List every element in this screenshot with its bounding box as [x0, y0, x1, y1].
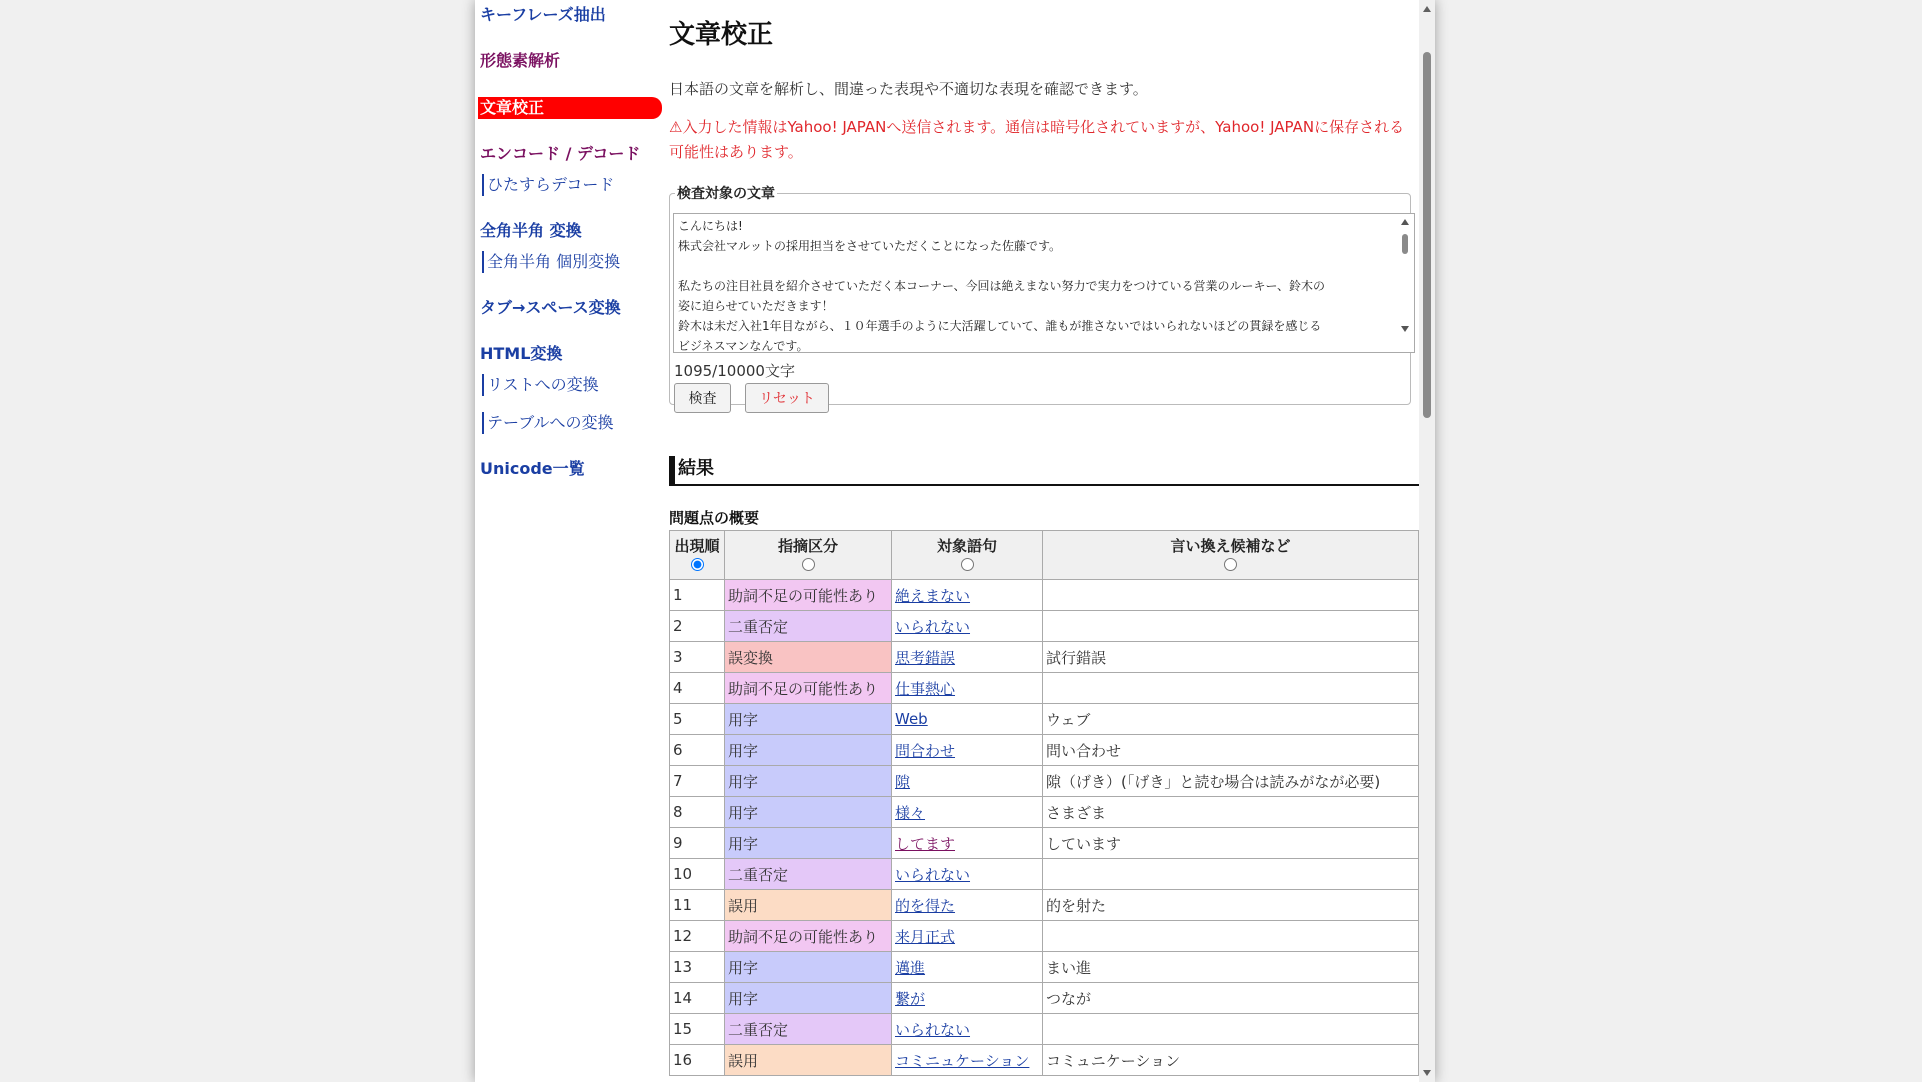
header-word [892, 531, 1043, 580]
table-row [670, 952, 1419, 983]
row-word-cell [892, 611, 1043, 642]
row-order: 15 [670, 1014, 725, 1045]
sort-suggestion-radio[interactable] [1224, 558, 1237, 571]
row-suggestion: さまざま [1043, 797, 1419, 828]
row-category: 用字 [725, 797, 892, 828]
scroll-up-icon[interactable] [1401, 219, 1409, 225]
inspect-button[interactable]: 検査 [674, 383, 731, 413]
page-container [475, 0, 1435, 1082]
textarea-scrollbar[interactable] [1398, 216, 1412, 352]
table-row [670, 611, 1419, 642]
row-category: 誤用 [725, 890, 892, 921]
row-suggestion: まい進 [1043, 952, 1419, 983]
row-category: 二重否定 [725, 611, 892, 642]
char-count: 1095/10000文字 [674, 362, 795, 380]
row-order: 1 [670, 580, 725, 611]
table-row [670, 766, 1419, 797]
row-word-cell [892, 704, 1043, 735]
header-suggestion [1043, 531, 1419, 580]
row-word-link[interactable]: いられない [895, 617, 971, 636]
sidebar-item-11[interactable]: Unicode一覧 [480, 459, 585, 478]
row-category: 二重否定 [725, 859, 892, 890]
row-suggestion: 隙（げき）(「げき」と読む場合は読みがなが必要) [1043, 766, 1419, 797]
row-word-cell [892, 921, 1043, 952]
scroll-down-icon[interactable] [1401, 326, 1409, 332]
row-suggestion: 試行錯誤 [1043, 642, 1419, 673]
table-row [670, 735, 1419, 766]
row-order: 13 [670, 952, 725, 983]
page-scroll-thumb[interactable] [1423, 52, 1431, 418]
row-order: 9 [670, 828, 725, 859]
row-order: 4 [670, 673, 725, 704]
row-category: 用字 [725, 952, 892, 983]
textarea-line: 姿に迫らせていただきます！ [678, 299, 834, 313]
row-suggestion [1043, 921, 1419, 952]
table-row [670, 580, 1419, 611]
row-word-link[interactable]: 様々 [895, 803, 926, 822]
table-row [670, 983, 1419, 1014]
row-word-link[interactable]: 隙 [895, 772, 911, 791]
row-word-link[interactable]: 繋が [895, 989, 926, 1008]
sidebar-item-9[interactable]: リストへの変換 [482, 374, 599, 396]
form-legend: 検査対象の文章 [677, 186, 775, 202]
row-suggestion [1043, 580, 1419, 611]
row-word-link[interactable]: いられない [895, 1020, 971, 1039]
row-suggestion: コミュニケーション [1043, 1045, 1419, 1076]
row-category: 用字 [725, 983, 892, 1014]
table-row [670, 1045, 1419, 1076]
row-suggestion: ウェブ [1043, 704, 1419, 735]
check-form [669, 183, 1411, 405]
row-suggestion: 的を射た [1043, 890, 1419, 921]
page-scroll-up-icon[interactable] [1423, 6, 1431, 12]
row-category: 助詞不足の可能性あり [725, 921, 892, 952]
sidebar-item-0[interactable]: キーフレーズ抽出 [480, 5, 606, 24]
table-row [670, 673, 1419, 704]
header-category [725, 531, 892, 580]
page-scroll-down-icon[interactable] [1423, 1070, 1431, 1076]
row-word-cell [892, 983, 1043, 1014]
summary-title: 問題点の概要 [669, 509, 760, 527]
row-word-cell [892, 890, 1043, 921]
table-row [670, 642, 1419, 673]
row-order: 12 [670, 921, 725, 952]
row-word-cell [892, 797, 1043, 828]
header-label: 指摘区分 [777, 537, 838, 555]
sort-category-radio[interactable] [802, 558, 815, 571]
reset-button[interactable]: リセット [745, 383, 829, 413]
row-word-cell [892, 580, 1043, 611]
row-word-cell [892, 1045, 1043, 1076]
row-word-link[interactable]: いられない [895, 865, 971, 884]
header-order [670, 531, 725, 580]
sidebar-item-5[interactable]: 全角半角 変換 [480, 221, 582, 240]
sidebar-item-3[interactable]: エンコード / デコード [480, 144, 641, 163]
sidebar-item-4[interactable]: ひたすらデコード [482, 174, 614, 196]
row-word-link[interactable]: 的を得た [895, 896, 956, 915]
row-word-cell [892, 952, 1043, 983]
textarea-scroll-thumb[interactable] [1402, 234, 1408, 254]
target-text-input[interactable] [673, 213, 1415, 353]
table-row [670, 797, 1419, 828]
page-scrollbar[interactable] [1419, 0, 1435, 1082]
table-header-row [670, 531, 1419, 580]
row-category: 助詞不足の可能性あり [725, 673, 892, 704]
page-title: 文章校正 [669, 20, 774, 50]
table-row [670, 704, 1419, 735]
row-category: 誤用 [725, 1045, 892, 1076]
textarea-line: 私たちの注目社員を紹介させていただく本コーナー、今回は絶えまない努力で実力をつけている営業のルーキー、鈴木の [678, 279, 1326, 293]
textarea-line: ビジネスマンなんです。 [678, 339, 809, 353]
table-row [670, 1014, 1419, 1045]
row-order: 5 [670, 704, 725, 735]
sidebar-item-6[interactable]: 全角半角 個別変換 [482, 251, 620, 273]
row-suggestion: つなが [1043, 983, 1419, 1014]
row-order: 14 [670, 983, 725, 1014]
row-suggestion: 問い合わせ [1043, 735, 1419, 766]
sidebar-item-2[interactable]: 文章校正 [478, 97, 662, 119]
row-word-link[interactable]: コミニュケーション [895, 1051, 1030, 1070]
row-word-cell [892, 1014, 1043, 1045]
row-word-cell [892, 859, 1043, 890]
row-category: 用字 [725, 704, 892, 735]
row-category: 誤変換 [725, 642, 892, 673]
header-label: 出現順 [674, 537, 720, 555]
row-order: 8 [670, 797, 725, 828]
row-order: 7 [670, 766, 725, 797]
intro-text: 日本語の文章を解析し、間違った表現や不適切な表現を確認できます。 [669, 80, 1148, 98]
textarea-line [678, 256, 1392, 276]
textarea-line: こんにちは! [678, 219, 743, 233]
sidebar-item-10[interactable]: テーブルへの変換 [482, 412, 614, 434]
row-suggestion [1043, 673, 1419, 704]
row-order: 10 [670, 859, 725, 890]
table-row [670, 921, 1419, 952]
row-suggestion [1043, 859, 1419, 890]
sidebar-item-1[interactable]: 形態素解析 [480, 51, 561, 70]
row-category: 用字 [725, 735, 892, 766]
sidebar-item-7[interactable]: タブ→スペース変換 [480, 298, 621, 317]
result-heading: 結果 [669, 456, 1430, 486]
row-word-cell [892, 828, 1043, 859]
row-category: 用字 [725, 828, 892, 859]
row-word-link[interactable]: 来月正式 [895, 927, 956, 946]
row-word-link[interactable]: 絶えまない [895, 586, 971, 605]
warning-text: ⚠入力した情報はYahoo! JAPANへ送信されます。通信は暗号化されていますが、Yahoo! JAPANに保存される可能性はあります。 [669, 118, 1405, 161]
sidebar-item-8[interactable]: HTML変換 [480, 344, 563, 363]
row-order: 3 [670, 642, 725, 673]
row-suggestion: しています [1043, 828, 1419, 859]
row-order: 2 [670, 611, 725, 642]
textarea-line: 鈴木は未だ入社1年目ながら、１０年選手のように大活躍していて、誰もが推さないではいられないほどの貫録を感じる [678, 319, 1322, 333]
row-category: 用字 [725, 766, 892, 797]
sort-order-radio[interactable] [691, 558, 704, 571]
header-label: 対象語句 [936, 537, 997, 555]
results-table [669, 530, 1419, 1076]
row-suggestion [1043, 611, 1419, 642]
row-word-link[interactable]: 問合わせ [895, 741, 956, 760]
row-word-link[interactable]: してます [895, 834, 956, 853]
header-label: 言い換え候補など [1170, 537, 1291, 555]
table-row [670, 828, 1419, 859]
row-order: 11 [670, 890, 725, 921]
table-row [670, 859, 1419, 890]
textarea-line: 株式会社マルットの採用担当をさせていただくことになった佐藤です。 [678, 239, 1062, 253]
row-category: 助詞不足の可能性あり [725, 580, 892, 611]
row-word-cell [892, 766, 1043, 797]
row-word-cell [892, 735, 1043, 766]
row-category: 二重否定 [725, 1014, 892, 1045]
row-word-cell [892, 673, 1043, 704]
sort-word-radio[interactable] [961, 558, 974, 571]
row-order: 16 [670, 1045, 725, 1076]
row-word-link[interactable]: 邁進 [895, 958, 926, 977]
row-suggestion [1043, 1014, 1419, 1045]
row-order: 6 [670, 735, 725, 766]
row-word-link[interactable]: Web [895, 710, 928, 728]
table-row [670, 890, 1419, 921]
row-word-link[interactable]: 仕事熱心 [895, 679, 956, 698]
row-word-link[interactable]: 思考錯誤 [895, 648, 956, 667]
row-word-cell [892, 642, 1043, 673]
